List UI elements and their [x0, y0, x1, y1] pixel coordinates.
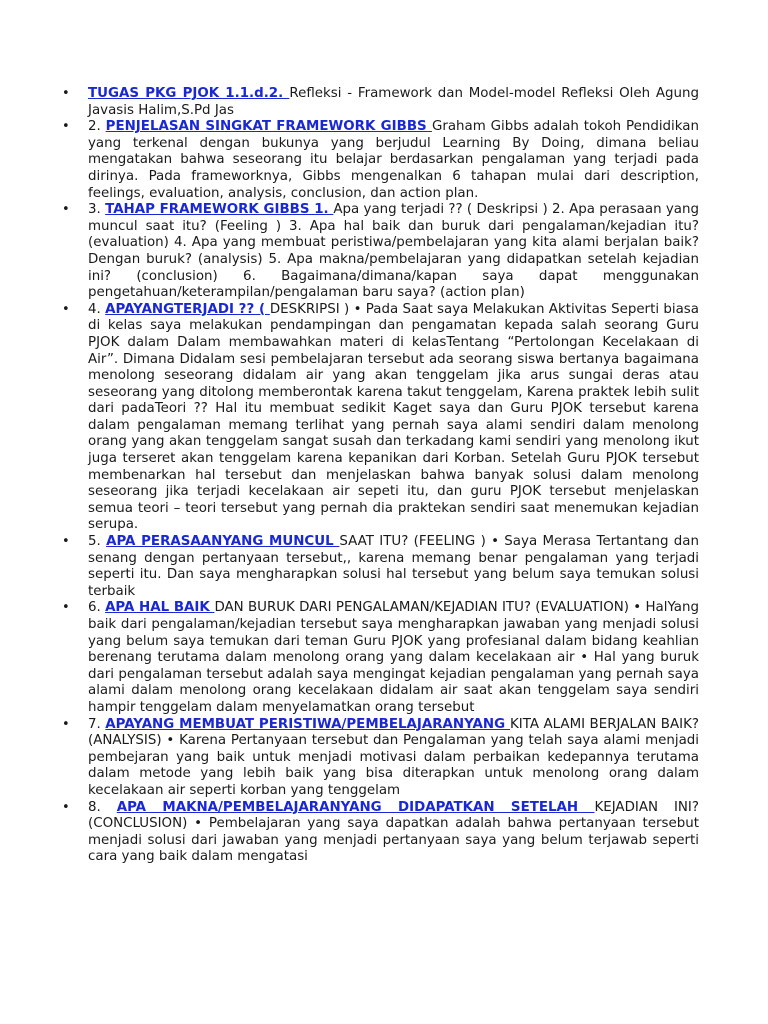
- bullet-glyph: •: [62, 716, 70, 732]
- item-prefix: 2.: [88, 119, 106, 135]
- item-text: DESKRIPSI ) • Pada Saat saya Melakukan Aktivitas Seperti biasa di kelas saya melakukan pendampingan dan pengamatan kepada salah seorang Guru PJOK dalam Dalam membawahkan materi di kelasTentang “Pertolongan Kecelakaan di Air”. Dimana Didalam sesi pembelajaran tersebut ada seorang siswa bertanya bagaimana menolong seseorang didalam air yang akan tenggelam jika arus sungai deras atau seseorang yang ditolong memberontak karena takut tenggelam, Karena praktek lebih sulit dari padaTeori ?? Hal itu membuat sedikit Kaget saya dan Guru PJOK tersebut karena dalam pengalaman memang terlihat yang pernah saya alami sendiri dalam menolong orang yang akan tenggelam sangat susah dan terkadang kami sendiri yang menolong ikut juga terseret akan tenggelam karena kepanikan dari Korban. Setelah Guru PJOK tersebut membenarkan hal tersebut dan menjelaskan bahwa banyak solusi dalam menolong seseorang jika terjadi kecelakaan air sepeti itu, dan guru PJOK tersebut menjelaskan semua teori – teori tersebut yang pernah dia praktekan sendiri saat menemukan kejadian serupa.: [88, 301, 699, 533]
- section-link[interactable]: TUGAS PKG PJOK 1.1.d.2.: [88, 86, 290, 101]
- bullet-glyph: •: [62, 119, 70, 135]
- section-link[interactable]: APAYANGTERJADI ?? (: [105, 301, 270, 317]
- bullet-glyph: •: [62, 301, 70, 317]
- item-text: KEJADIAN INI? (CONCLUSION) • Pembelajaran yang saya dapatkan adalah bahwa pertanyaan tersebut menjadi solusi dari jawaban yang menjadi pertanyaan saya yang belum terjawab seperti cara yang baik dalam mengatasi: [88, 799, 699, 865]
- list-item: [62, 301, 699, 534]
- bullet-glyph: •: [62, 600, 70, 616]
- item-prefix: 7.: [88, 716, 106, 732]
- section-link[interactable]: APA PERASAANYANG MUNCUL: [106, 534, 340, 550]
- section-link[interactable]: TAHAP FRAMEWORK GIBBS 1.: [105, 202, 334, 218]
- section-link[interactable]: APA HAL BAIK: [105, 600, 215, 616]
- document-list: [0, 86, 768, 866]
- item-text: KITA ALAMI BERJALAN BAIK? (ANALYSIS) • Karena Pertanyaan tersebut dan Pengalaman yang telah saya alami menjadi pembejaran yang baik untuk menjadi motivasi dalam perbaikan kedepannya terutama dalam metode yang lebih baik yang bisa diterapkan untuk menolong orang dalam kecelakaan air seperti korban yang tenggelam: [88, 716, 699, 798]
- item-text: SAAT ITU? (FEELING ) • Saya Merasa Tertantang dan senang dengan pertanyaan tersebut,, karena memang benar pengalaman yang terjadi seperti itu. Dan saya mengharapkan solusi hal tersebut yang belum saya temukan solusi terbaik: [88, 534, 699, 599]
- item-prefix: 8.: [88, 799, 117, 815]
- list-item: [62, 86, 699, 119]
- item-prefix: 3.: [88, 202, 106, 218]
- item-text: Apa yang terjadi ?? ( Deskripsi ) 2. Apa perasaan yang muncul saat itu? (Feeling ) 3. Apa hal baik dan buruk dari pengalaman/kejadian itu? (evaluation) 4. Apa yang membuat peristiwa/pembelajaran yang kita alami berjalan baik? Dengan buruk? (analysis) 5. Apa makna/pembelajaran yang didapatkan setelah kejadian ini? (conclusion) 6. Bagaimana/dimana/kapan saya dapat menggunakan pengetahuan/keterampilan/pengalaman baru saya? (action plan): [88, 202, 699, 301]
- section-link[interactable]: PENJELASAN SINGKAT FRAMEWORK GIBBS: [105, 119, 432, 135]
- item-text: DAN BURUK DARI PENGALAMAN/KEJADIAN ITU? (EVALUATION) • HalYang baik dari pengalaman/kejadian tersebut saya mengharapkan jawaban yang menjadi solusi yang belum saya temukan dari teman Guru PJOK yang profesianal dalam bidang keahlian berenang terutama dalam menolong orang yang dalam kecelakaan air • Hal yang buruk dari pengalaman tersebut adalah saya mengingat kejadian pengalaman yang pernah saya alami dalam menolong orang kecelakaan didalam air saat akan tenggelam saya sendiri hampir tenggelam dalam menyelamatkan orang tersebut: [88, 600, 699, 715]
- list-item: [62, 600, 699, 716]
- bullet-glyph: •: [62, 86, 70, 101]
- section-link[interactable]: APAYANG MEMBUAT PERISTIWA/PEMBELAJARANYANG: [105, 716, 510, 732]
- bullet-glyph: •: [62, 202, 70, 218]
- item-text: Refleksi - Framework dan Model-model Refleksi Oleh Agung Javasis Halim,S.Pd Jas: [88, 86, 699, 118]
- list-item: [62, 799, 699, 866]
- item-prefix: 5.: [88, 534, 107, 550]
- list-item: [62, 716, 699, 800]
- list-item: [62, 119, 699, 202]
- list-item: [62, 202, 699, 302]
- item-prefix: 6.: [88, 600, 106, 616]
- item-text: Graham Gibbs adalah tokoh Pendidikan yang terkenal dengan bukunya yang berjudul Learning By Doing, dimana beliau mengatakan bahwa seseorang itu belajar berdasarkan pengalaman yang terjadi pada dirinya. Pada frameworknya, Gibbs mengenalkan 6 tahapan mulai dari description, feelings, evaluation, analysis, conclusion, dan action plan.: [88, 119, 699, 201]
- list-item: [62, 534, 699, 600]
- section-link[interactable]: APA MAKNA/PEMBELAJARANYANG DIDAPATKAN SETELAH: [116, 799, 595, 815]
- bullet-glyph: •: [62, 534, 70, 550]
- item-prefix: 4.: [88, 301, 106, 317]
- bullet-glyph: •: [62, 799, 70, 815]
